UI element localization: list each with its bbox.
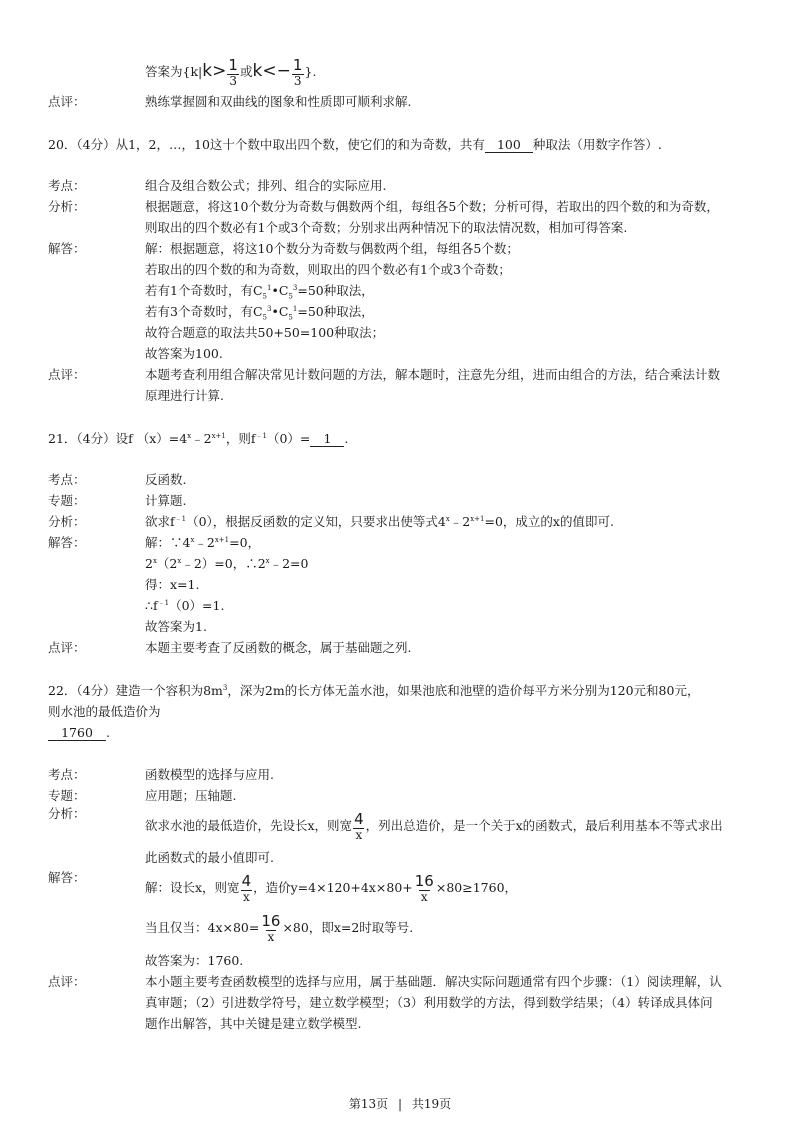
dianping-text: 本题主要考查了反函数的概念，属于基础题之列. — [145, 640, 412, 655]
frac-den: x — [242, 890, 250, 904]
text: 21．（4分）设f （x）=4 — [48, 431, 188, 446]
or-text: 或 — [240, 64, 253, 79]
text: ，列出总造价，是一个关于x的函数式，最后利用基本不等式求出 — [365, 818, 723, 833]
stem-text: 20．（4分）从1，2，…，10这十个数中取出四个数，使它们的和为奇数，共有 — [48, 137, 485, 152]
fraction-16-over-x — [260, 914, 281, 943]
fraction-4-over-x — [241, 874, 253, 903]
frac-den: 3 — [229, 74, 237, 88]
dianping-text: 本题考查利用组合解决常见计数问题的方法，解本题时，注意先分组，进而由组合的方法，结合乘法计数 — [145, 367, 721, 382]
frac-den: x — [355, 828, 363, 842]
q21-stem — [48, 431, 348, 447]
jieda-text — [145, 304, 374, 320]
kaodian-label: 考点： — [48, 178, 86, 193]
text: . — [344, 431, 349, 446]
text: 若有3个奇数时，有C — [145, 304, 263, 319]
gt-sign: > — [212, 61, 227, 81]
superscript: 3 — [267, 304, 272, 313]
jieda-text: 故符合题意的取法共50+50=100种取法； — [145, 325, 385, 340]
kaodian-label: 考点： — [48, 767, 86, 782]
text: （0）= — [266, 431, 311, 446]
q22-stem: 则水池的最低造价为 — [48, 704, 161, 719]
var-k: k — [252, 61, 263, 81]
text: •C — [271, 304, 289, 319]
subscript: 5 — [262, 313, 267, 322]
text: ，深为2m的长方体无盖水池，如果池底和池壁的造价每平方米分别为120元和80元， — [227, 683, 700, 698]
superscript: ﹣1 — [174, 514, 187, 523]
fenxi-text — [145, 806, 723, 846]
q22-answer-line — [48, 725, 110, 741]
answer-text: 答案为{k| — [145, 64, 203, 79]
text: （0）=1. — [169, 598, 225, 613]
fenxi-label: 分析： — [48, 514, 86, 529]
text: 22．（4分）建造一个容积为8m — [48, 683, 223, 698]
dianping-text: 题作出解答，其中关键是建立数学模型. — [145, 1016, 362, 1031]
jieda-text: 故答案为：1760. — [145, 953, 244, 968]
superscript: x — [177, 556, 182, 565]
jieda-label: 解答： — [48, 870, 86, 885]
jieda-text — [145, 868, 517, 908]
text: 若有1个奇数时，有C — [145, 283, 263, 298]
superscript: x — [187, 431, 192, 440]
text: ﹣2=0 — [269, 556, 309, 571]
text: ﹣2）=0，∴2 — [181, 556, 266, 571]
superscript: 3 — [222, 683, 228, 692]
kaodian-text: 函数模型的选择与应用. — [145, 767, 274, 782]
text: ﹣2 — [194, 535, 215, 550]
text: （0），根据反函数的定义知，只要求出使等式4 — [186, 514, 446, 529]
text: ，造价y=4×120+4x×80+ — [253, 880, 413, 895]
separator: | — [397, 1097, 403, 1111]
kaodian-label: 考点： — [48, 472, 86, 487]
subscript: 5 — [288, 292, 293, 301]
text: . — [106, 725, 110, 740]
frac-num: 4 — [354, 810, 364, 828]
answer-suffix: }. — [304, 64, 317, 79]
text: ∴f — [145, 598, 158, 613]
fenxi-text: 根据题意，将这10个数分为奇数与偶数两个组，每组各5个数；分析可得，若取出的四个数的和为奇数， — [145, 199, 719, 214]
superscript: x — [265, 556, 270, 565]
jieda-text: 得：x=1. — [145, 577, 200, 592]
fenxi-label: 分析： — [48, 199, 86, 214]
jieda-text: 故答案为1. — [145, 619, 207, 634]
dianping-text: 本小题主要考查函数模型的选择与应用，属于基础题．解决实际问题通常有四个步骤：（1）阅读理解，认 — [145, 974, 722, 989]
jieda-label: 解答： — [48, 535, 86, 550]
page-number: 第13页 — [348, 1097, 389, 1111]
fraction-one-third — [227, 58, 239, 87]
text: •C — [271, 283, 289, 298]
text: ×80≥1760， — [435, 880, 518, 895]
subscript: 5 — [262, 292, 267, 301]
jieda-text — [145, 556, 309, 572]
superscript: x+1 — [214, 535, 230, 544]
text: ×80，即x=2时取等号. — [282, 920, 414, 935]
text: 解：∵4 — [145, 535, 191, 550]
dianping-label: 点评： — [48, 640, 86, 655]
q19-answer — [145, 58, 316, 87]
fraction-one-third — [292, 58, 304, 87]
superscript: x — [190, 535, 195, 544]
frac-den: 3 — [293, 74, 302, 88]
q22-stem — [48, 683, 699, 699]
frac-num: 1 — [228, 56, 238, 74]
frac-den: x — [420, 890, 428, 904]
dianping-text: 原理进行计算. — [145, 388, 224, 403]
fenxi-text: 则取出的四个数必有1个或3个奇数；分别求出两种情况下的取法情况数，相加可得答案. — [145, 220, 628, 235]
superscript: ﹣1 — [255, 431, 267, 440]
superscript: 1 — [267, 283, 272, 292]
comment-text: 熟练掌握圆和双曲线的图象和性质即可顺利求解. — [145, 94, 412, 109]
stem-text: 种取法（用数字作答）. — [532, 137, 662, 152]
frac-num: 16 — [414, 872, 434, 890]
lt-sign: < — [262, 61, 277, 81]
jieda-text — [145, 283, 374, 299]
frac-num: 16 — [261, 912, 281, 930]
fenxi-label: 分析： — [48, 806, 86, 821]
text: （2 — [156, 556, 178, 571]
answer-blank: 1760 — [48, 726, 106, 741]
text: 欲求水池的最低造价，先设长x，则宽 — [145, 818, 353, 833]
fenxi-text — [145, 514, 614, 530]
superscript: x+1 — [470, 514, 485, 523]
comment-label: 点评： — [48, 94, 86, 109]
answer-blank: 100 — [485, 138, 533, 153]
text: =0，成立的x的值即可. — [484, 514, 614, 529]
fenxi-text: 此函数式的最小值即可. — [145, 850, 274, 865]
text: =50种取法， — [297, 304, 374, 319]
fraction-4-over-x — [353, 812, 365, 841]
jieda-text — [145, 535, 260, 551]
superscript: ﹣1 — [157, 598, 170, 607]
frac-den: x — [267, 930, 275, 944]
q20-stem — [48, 137, 662, 153]
minus-sign: − — [276, 61, 291, 81]
frac-num: 4 — [241, 872, 252, 890]
var-k: k — [202, 61, 213, 81]
dianping-text: 真审题；（2）引进数学符号，建立数学模型；（3）利用数学的方法，得到数学结果；（4）转译成具体问 — [145, 995, 713, 1010]
jieda-text — [145, 598, 224, 614]
superscript: 3 — [292, 283, 298, 292]
zhuanti-text: 计算题. — [145, 493, 187, 508]
answer-blank: 1 — [310, 432, 344, 447]
dianping-label: 点评： — [48, 367, 86, 382]
kaodian-text: 组合及组合数公式；排列、组合的实际应用. — [145, 178, 387, 193]
zhuanti-label: 专题： — [48, 493, 86, 508]
jieda-label: 解答： — [48, 241, 86, 256]
frac-num: 1 — [292, 56, 303, 74]
page-footer — [0, 1095, 800, 1112]
superscript: x — [445, 514, 450, 523]
text: 2 — [145, 556, 153, 571]
text: 当且仅当：4x×80= — [145, 920, 260, 935]
subscript: 5 — [288, 313, 293, 322]
jieda-text: 若取出的四个数的和为奇数，则取出的四个数必有1个或3个奇数； — [145, 262, 511, 277]
superscript: 1 — [292, 304, 298, 313]
text: ﹣2 — [449, 514, 471, 529]
jieda-text: 故答案为100. — [145, 346, 223, 361]
zhuanti-label: 专题： — [48, 788, 86, 803]
text: 解：设长x，则宽 — [145, 880, 240, 895]
zhuanti-text: 应用题；压轴题. — [145, 788, 237, 803]
jieda-text: 解：根据题意，将这10个数分为奇数与偶数两个组，每组各5个数； — [145, 241, 519, 256]
text: ，则f — [225, 431, 256, 446]
fraction-16-over-x — [414, 874, 435, 903]
text: =50种取法， — [297, 283, 374, 298]
text: ﹣2 — [191, 431, 212, 446]
superscript: x — [152, 556, 157, 565]
text: 欲求f — [145, 514, 175, 529]
superscript: x+1 — [211, 431, 226, 440]
page-total: 共19页 — [411, 1097, 452, 1111]
dianping-label: 点评： — [48, 974, 86, 989]
kaodian-text: 反函数. — [145, 472, 187, 487]
jieda-text — [145, 908, 413, 948]
text: =0， — [229, 535, 261, 550]
